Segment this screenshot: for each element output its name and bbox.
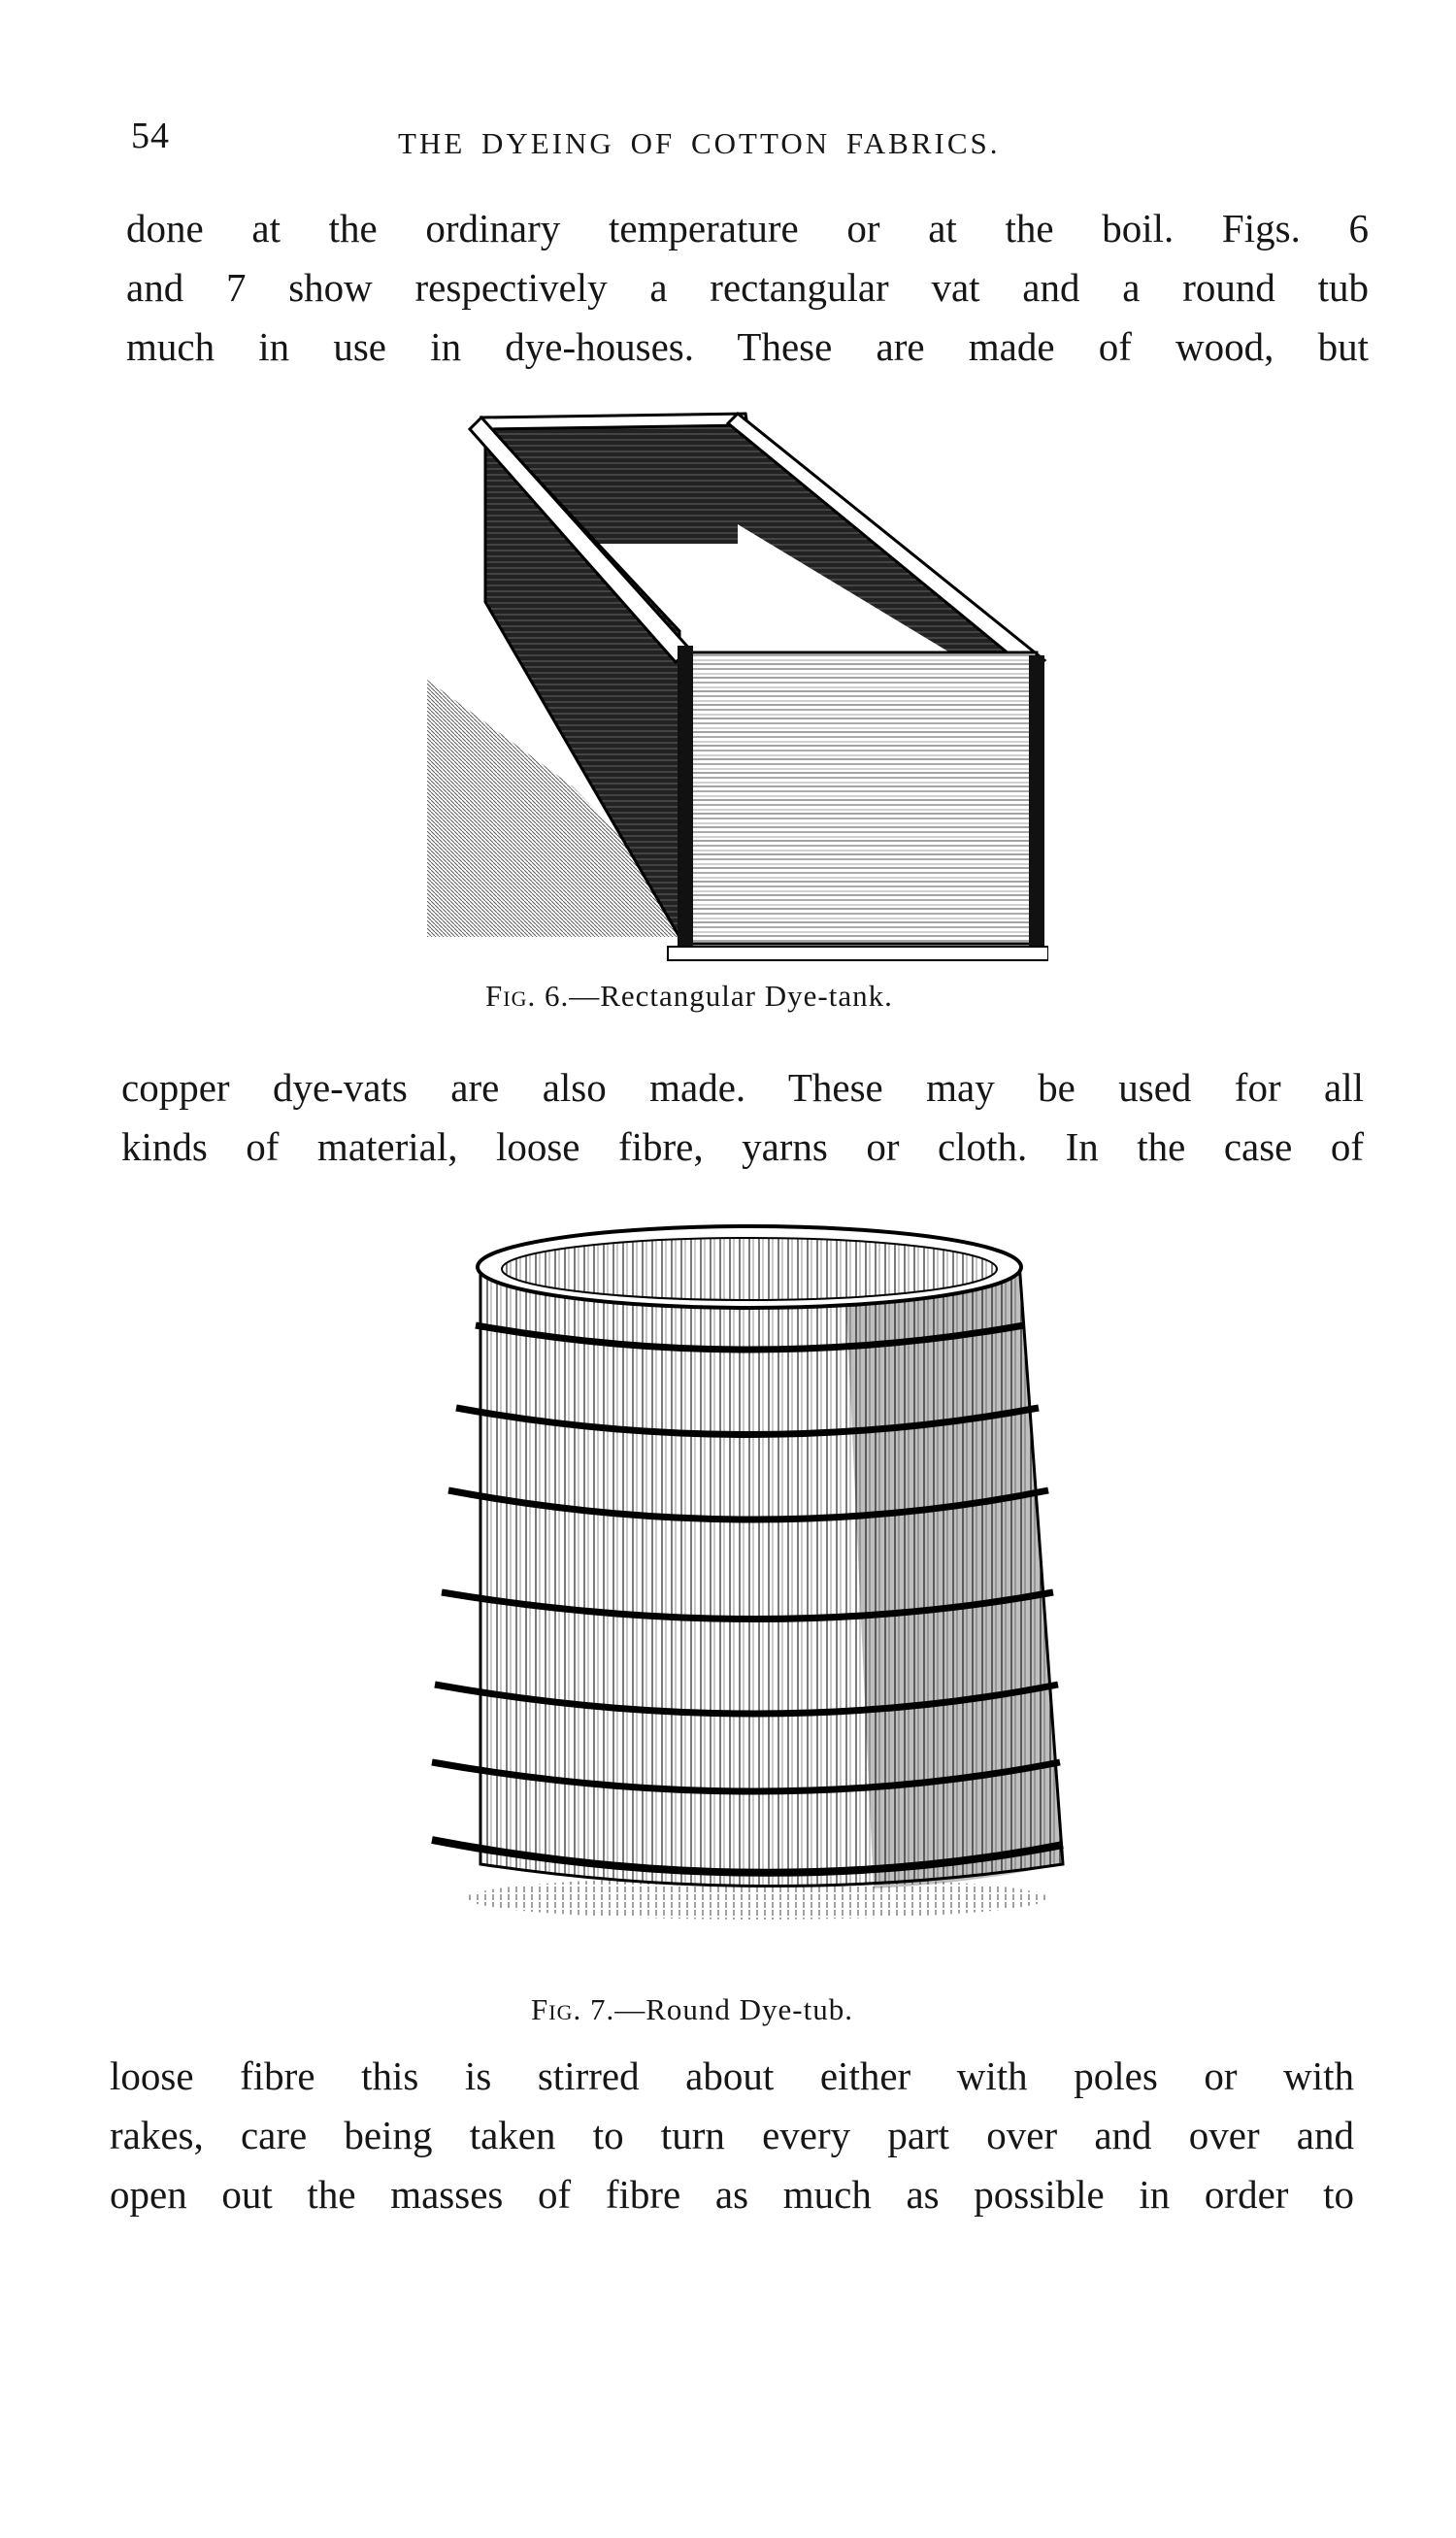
- caption-text: 7.—Round Dye-tub.: [581, 1992, 853, 2026]
- text-line: done at the ordinary temperature or at the boil. Figs. 6: [126, 206, 1369, 250]
- text-line: rakes, care being taken to turn every part over and over and: [110, 2113, 1354, 2157]
- text-line: kinds of material, loose fibre, yarns or cloth. In the case of: [121, 1124, 1364, 1169]
- running-head: [0, 115, 1456, 163]
- figure-rectangular-dye-tank: [427, 408, 1048, 966]
- text-line: much in use in dye-houses. These are made of wood, but: [126, 324, 1369, 369]
- page-number: 54: [131, 116, 170, 156]
- figure-7-caption: [531, 1992, 853, 2027]
- text-line: loose fibre this is stirred about either with poles or with: [110, 2054, 1354, 2098]
- figure-round-dye-tub: [427, 1219, 1068, 1932]
- text-line: and 7 show respectively a rectangular vat and a round tub: [126, 265, 1369, 310]
- text-line: open out the masses of fibre as much as possible in order to: [110, 2172, 1354, 2217]
- caption-text: 6.—Rectangular Dye-tank.: [536, 979, 893, 1013]
- figure-6-caption: [485, 979, 893, 1014]
- round-dye-tub-illustration: [427, 1219, 1068, 1932]
- running-title: THE DYEING OF COTTON FABRICS.: [398, 126, 1001, 160]
- paragraph-3: [110, 2047, 1354, 2224]
- paragraph-1: [126, 199, 1369, 377]
- text-line: copper dye-vats are also made. These may be used for all: [121, 1065, 1364, 1110]
- figure-label: Fig.: [485, 979, 537, 1013]
- paragraph-2: [121, 1058, 1364, 1177]
- rectangular-dye-tank-illustration: [427, 408, 1048, 966]
- figure-label: Fig.: [531, 1992, 582, 2026]
